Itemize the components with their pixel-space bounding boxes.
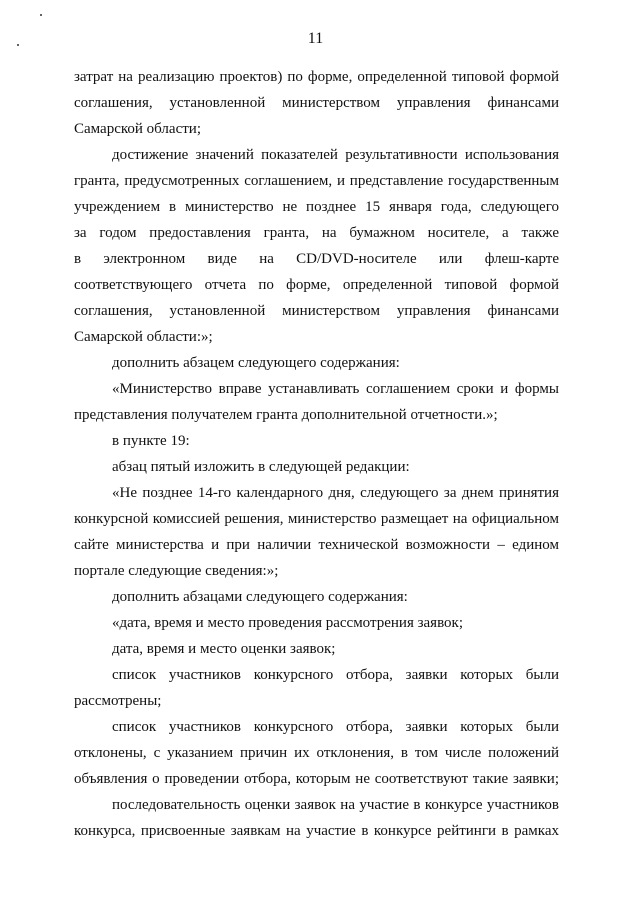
text-line: затрат на реализацию проектов) по форме, определенной типовой формой (74, 69, 559, 85)
page-number: 11 (307, 30, 324, 47)
text-line: Самарской области:»; (74, 329, 213, 345)
text-line: соглашения, установленной министерством управления финансами (74, 303, 559, 319)
text-line: последовательность оценки заявок на участие в конкурсе участников (112, 797, 559, 813)
text-line: абзац пятый изложить в следующей редакции: (112, 459, 410, 475)
scan-speck (40, 14, 42, 16)
text-line: представления получателем гранта дополнительной отчетности.»; (74, 407, 498, 423)
text-line: список участников конкурсного отбора, заявки которых были (112, 667, 559, 683)
paragraph (74, 376, 559, 428)
text-line: Самарской области; (74, 121, 201, 137)
text-line: в пункте 19: (112, 433, 190, 449)
text-line: «дата, время и место проведения рассмотрения заявок; (112, 615, 464, 631)
text-line: «Не позднее 14-го календарного дня, следующего за днем принятия (112, 485, 559, 501)
paragraph (74, 480, 559, 584)
text-line: гранта, предусмотренных соглашением, и представление государственным (74, 173, 559, 189)
text-line: учреждением в министерство не позднее 15 января года, следующего (74, 199, 559, 215)
text-line: список участников конкурсного отбора, заявки которых были (112, 719, 559, 735)
text-line: дата, время и место оценки заявок; (112, 641, 336, 657)
text-line: конкурсной комиссией решения, министерство размещает на официальном (74, 511, 559, 527)
paragraph (74, 428, 559, 454)
paragraph (74, 454, 559, 480)
text-line: объявления о проведении отбора, которым не соответствуют такие заявки; (74, 771, 559, 787)
paragraph (74, 64, 559, 142)
paragraph (74, 610, 559, 636)
paragraph (74, 142, 559, 350)
text-line: дополнить абзацами следующего содержания: (112, 589, 408, 605)
paragraph (74, 636, 559, 662)
paragraph (74, 662, 559, 714)
text-line: сайте министерства и при наличии технической возможности – едином (74, 537, 559, 553)
text-line: конкурса, присвоенные заявкам на участие в конкурсе рейтинги в рамках (74, 823, 559, 839)
text-line: портале следующие сведения:»; (74, 563, 279, 579)
document-body (74, 64, 559, 844)
text-line: отклонены, с указанием причин их отклонения, в том числе положений (74, 745, 559, 761)
text-line: за годом предоставления гранта, на бумажном носителе, а также (74, 225, 559, 241)
text-line: в электронном виде на CD/DVD-носителе или флеш-карте (74, 251, 559, 267)
text-line: соответствующего отчета по форме, определенной типовой формой (74, 277, 559, 293)
text-line: достижение значений показателей результативности использования (112, 147, 559, 163)
paragraph (74, 714, 559, 792)
paragraph (74, 792, 559, 844)
paragraph (74, 350, 559, 376)
text-line: соглашения, установленной министерством управления финансами (74, 95, 559, 111)
text-line: рассмотрены; (74, 693, 162, 709)
text-line: «Министерство вправе устанавливать соглашением сроки и формы (112, 381, 559, 397)
text-line: дополнить абзацем следующего содержания: (112, 355, 400, 371)
paragraph (74, 584, 559, 610)
